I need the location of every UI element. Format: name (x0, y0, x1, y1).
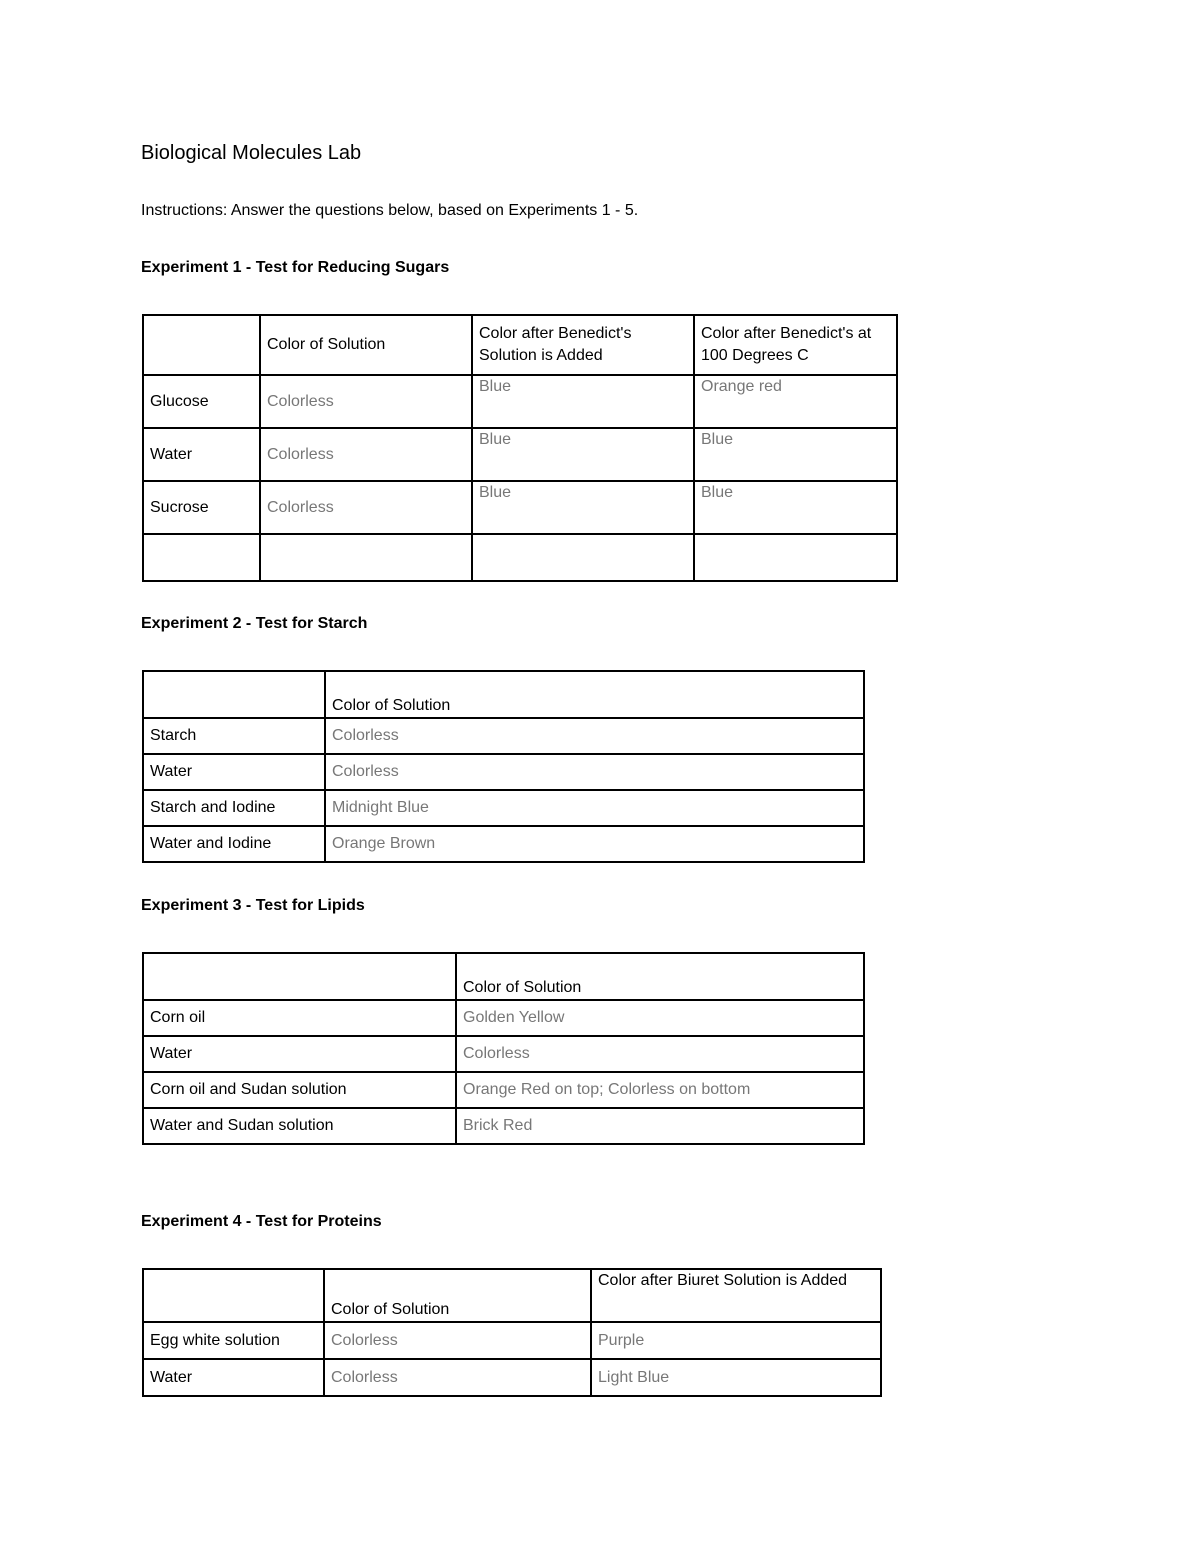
table-row (143, 790, 864, 826)
answer-cell: Blue (694, 481, 897, 534)
empty-cell (143, 534, 260, 581)
experiment-4-table (142, 1268, 882, 1397)
table-row (143, 1072, 864, 1108)
table-row (143, 481, 897, 534)
row-label: Corn oil and Sudan solution (143, 1072, 456, 1108)
table-header-row (143, 315, 897, 375)
header-cell-color-of-solution: Color of Solution (325, 671, 864, 718)
table-row (143, 1359, 881, 1396)
row-label: Starch and Iodine (143, 790, 325, 826)
row-label: Sucrose (143, 481, 260, 534)
row-label: Water (143, 428, 260, 481)
table-header-row (143, 1269, 881, 1322)
header-cell-biuret: Color after Biuret Solution is Added (591, 1269, 881, 1322)
answer-cell: Colorless (325, 754, 864, 790)
table-row (143, 428, 897, 481)
row-label: Glucose (143, 375, 260, 428)
experiment-2-table (142, 670, 865, 863)
answer-cell: Midnight Blue (325, 790, 864, 826)
row-label: Water and Sudan solution (143, 1108, 456, 1144)
answer-cell: Blue (472, 375, 694, 428)
empty-cell (694, 534, 897, 581)
row-label: Water (143, 1359, 324, 1396)
answer-cell: Brick Red (456, 1108, 864, 1144)
answer-cell: Colorless (260, 481, 472, 534)
empty-cell (260, 534, 472, 581)
row-label: Water and Iodine (143, 826, 325, 862)
table-row (143, 826, 864, 862)
table-row (143, 754, 864, 790)
answer-cell: Orange Brown (325, 826, 864, 862)
table-row (143, 1322, 881, 1359)
table-row-empty (143, 534, 897, 581)
row-label: Water (143, 754, 325, 790)
row-label: Starch (143, 718, 325, 754)
header-cell-color-of-solution: Color of Solution (456, 953, 864, 1000)
experiment-3-table (142, 952, 865, 1145)
answer-cell: Purple (591, 1322, 881, 1359)
header-cell-color-of-solution: Color of Solution (260, 315, 472, 375)
header-cell-empty (143, 1269, 324, 1322)
table-row (143, 1108, 864, 1144)
experiment-1-heading: Experiment 1 - Test for Reducing Sugars (141, 259, 450, 276)
table-row (143, 718, 864, 754)
table-header-row (143, 671, 864, 718)
header-cell-empty (143, 315, 260, 375)
answer-cell: Colorless (260, 428, 472, 481)
header-cell-color-of-solution: Color of Solution (324, 1269, 591, 1322)
table-row (143, 375, 897, 428)
answer-cell: Colorless (324, 1322, 591, 1359)
row-label: Corn oil (143, 1000, 456, 1036)
row-label: Water (143, 1036, 456, 1072)
answer-cell: Colorless (324, 1359, 591, 1396)
empty-cell (472, 534, 694, 581)
answer-cell: Blue (472, 428, 694, 481)
answer-cell: Orange Red on top; Colorless on bottom (456, 1072, 864, 1108)
answer-cell: Blue (472, 481, 694, 534)
table-header-row (143, 953, 864, 1000)
experiment-4-heading: Experiment 4 - Test for Proteins (141, 1213, 382, 1230)
row-label: Egg white solution (143, 1322, 324, 1359)
answer-cell: Golden Yellow (456, 1000, 864, 1036)
answer-cell: Light Blue (591, 1359, 881, 1396)
header-cell-empty (143, 671, 325, 718)
table-row (143, 1000, 864, 1036)
answer-cell: Colorless (456, 1036, 864, 1072)
instructions-text: Instructions: Answer the questions below, based on Experiments 1 - 5. (141, 202, 639, 219)
table-row (143, 1036, 864, 1072)
document-title: Biological Molecules Lab (141, 142, 362, 164)
header-cell-benedict-100c: Color after Benedict's at 100 Degrees C (694, 315, 897, 375)
experiment-3-heading: Experiment 3 - Test for Lipids (141, 897, 365, 914)
header-cell-benedict: Color after Benedict's Solution is Added (472, 315, 694, 375)
experiment-1-table (142, 314, 898, 582)
answer-cell: Colorless (325, 718, 864, 754)
answer-cell: Blue (694, 428, 897, 481)
header-cell-empty (143, 953, 456, 1000)
answer-cell: Orange red (694, 375, 897, 428)
answer-cell: Colorless (260, 375, 472, 428)
experiment-2-heading: Experiment 2 - Test for Starch (141, 615, 368, 632)
